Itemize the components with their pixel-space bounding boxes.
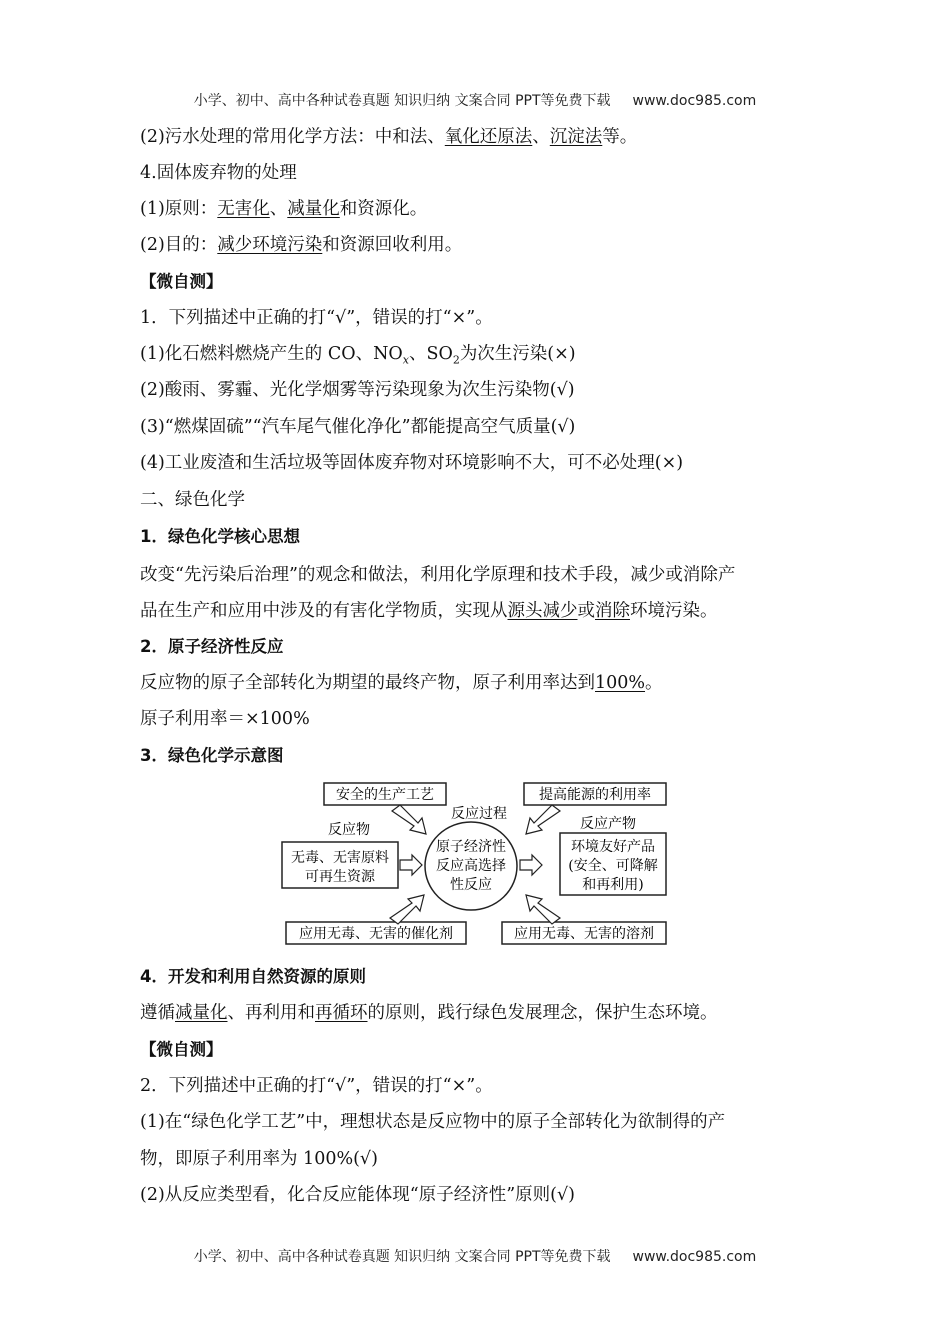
answer-blank: 氧化还原法: [444, 127, 533, 147]
quiz-item: (2)酸雨、雾霾、光化学烟雾等污染现象为次生污染物(√): [140, 380, 575, 400]
paragraph-line: [140, 600, 718, 622]
text: (2)目的：: [140, 235, 218, 255]
section-title: 4.固体废弃物的处理: [140, 163, 297, 183]
text: 和资源化。: [339, 199, 428, 219]
label-env3: 和再利用): [582, 877, 644, 893]
formula-line: 原子利用率＝×100%: [140, 709, 310, 729]
answer-blank: 无害化: [217, 199, 270, 219]
arrow-diagonal-icon: [392, 805, 426, 834]
text: 反应物的原子全部转化为期望的最终产物，原子利用率达到: [140, 673, 595, 693]
quiz-question: 1．下列描述中正确的打“√”，错误的打“×”。: [140, 308, 493, 328]
subsection-title: 3．绿色化学示意图: [140, 746, 284, 765]
quiz-label: 【微自测】: [140, 1040, 223, 1059]
text: 。: [645, 673, 663, 693]
answer-blank: 沉淀法: [549, 127, 603, 147]
text: 等。: [602, 127, 638, 147]
text: 的原则，践行绿色发展理念，保护生态环境。: [367, 1003, 718, 1023]
text: 和资源回收利用。: [322, 235, 463, 255]
text: (2)污水处理的常用化学方法：中和法、: [140, 127, 445, 147]
footer-text: 小学、初中、高中各种试卷真题 知识归纳 文案合同 PPT等免费下载: [193, 1249, 611, 1265]
quiz-item: 物，即原子利用率为 100%(√): [140, 1149, 378, 1169]
paragraph-line: 改变“先污染后治理”的观念和做法，利用化学原理和技术手段，减少或消除产: [140, 565, 736, 585]
quiz-item: (3)“燃煤固硫”“汽车尾气催化净化”都能提高空气质量(√): [140, 417, 576, 437]
label-center2: 反应高选择: [436, 858, 506, 874]
label-center3: 性反应: [450, 877, 492, 893]
purpose-line: [140, 234, 462, 256]
subsection-title: 2．原子经济性反应: [140, 637, 284, 656]
label-reactant: 反应物: [328, 822, 370, 838]
text: 环境污染。: [630, 601, 718, 621]
quiz-item: (1)在“绿色化学工艺”中，理想状态是反应物中的原子全部转化为欲制得的产: [140, 1112, 726, 1132]
quiz-item: (2)从反应类型看，化合反应能体现“原子经济性”原则(√): [140, 1185, 575, 1205]
header-text: 小学、初中、高中各种试卷真题 知识归纳 文案合同 PPT等免费下载: [193, 93, 611, 109]
text: 、再利用和: [227, 1003, 315, 1023]
answer-blank: 减量化: [175, 1003, 228, 1023]
subscript: x: [402, 353, 409, 367]
paragraph-line: [140, 672, 663, 694]
text: (1)化石燃料燃烧产生的 CO、NO: [140, 344, 403, 364]
page-footer: [0, 1246, 950, 1266]
answer-blank: 源头减少: [507, 601, 578, 621]
header-site: www.doc985.com: [632, 93, 757, 109]
text: 为次生污染(×): [459, 344, 576, 364]
text: 、SO: [408, 344, 453, 364]
subscript: 2: [452, 353, 460, 367]
subsection-title: 1．绿色化学核心思想: [140, 527, 300, 546]
wastewater-methods-line: [140, 126, 637, 148]
page-header: [0, 90, 950, 110]
label-safe-process: 安全的生产工艺: [336, 787, 434, 803]
arrow-right-icon: [520, 855, 542, 875]
label-env2: (安全、可降解: [568, 858, 658, 874]
arrow-right-icon: [400, 855, 422, 875]
label-raw1: 无毒、无害原料: [291, 850, 389, 866]
arrow-diagonal-icon: [390, 895, 424, 924]
label-process: 反应过程: [451, 806, 507, 822]
label-env1: 环境友好产品: [571, 839, 655, 855]
answer-blank: 减少环境污染: [217, 235, 323, 255]
text: 、: [269, 199, 288, 219]
label-raw2: 可再生资源: [305, 869, 375, 885]
quiz-label: 【微自测】: [140, 272, 223, 291]
arrow-diagonal-icon: [526, 805, 560, 834]
label-catalyst: 应用无毒、无害的催化剂: [299, 926, 453, 942]
label-energy: 提高能源的利用率: [539, 787, 651, 803]
text: 或: [577, 601, 595, 621]
quiz-item: [140, 343, 576, 372]
paragraph-line: [140, 1002, 718, 1024]
quiz-question: 2．下列描述中正确的打“√”，错误的打“×”。: [140, 1076, 493, 1096]
section-heading: 二、绿色化学: [140, 490, 245, 510]
green-chemistry-diagram: [280, 778, 670, 948]
text: 、: [532, 127, 550, 147]
answer-blank: 消除: [595, 601, 630, 621]
answer-blank: 再循环: [315, 1003, 368, 1023]
answer-blank: 减量化: [287, 199, 340, 219]
subsection-title: 4．开发和利用自然资源的原则: [140, 967, 366, 986]
diagram-svg: [280, 778, 670, 948]
text: (1)原则：: [140, 199, 218, 219]
quiz-item: (4)工业废渣和生活垃圾等固体废弃物对环境影响不大，可不必处理(×): [140, 453, 684, 473]
text: 遵循: [140, 1003, 175, 1023]
label-solvent: 应用无毒、无害的溶剂: [514, 926, 654, 942]
principle-line: [140, 198, 427, 220]
label-product: 反应产物: [580, 816, 636, 832]
footer-site: www.doc985.com: [632, 1249, 757, 1265]
label-center1: 原子经济性: [436, 839, 506, 855]
answer-blank: 100%: [595, 673, 646, 693]
arrow-diagonal-icon: [526, 895, 560, 924]
text: 品在生产和应用中涉及的有害化学物质，实现从: [140, 601, 508, 621]
